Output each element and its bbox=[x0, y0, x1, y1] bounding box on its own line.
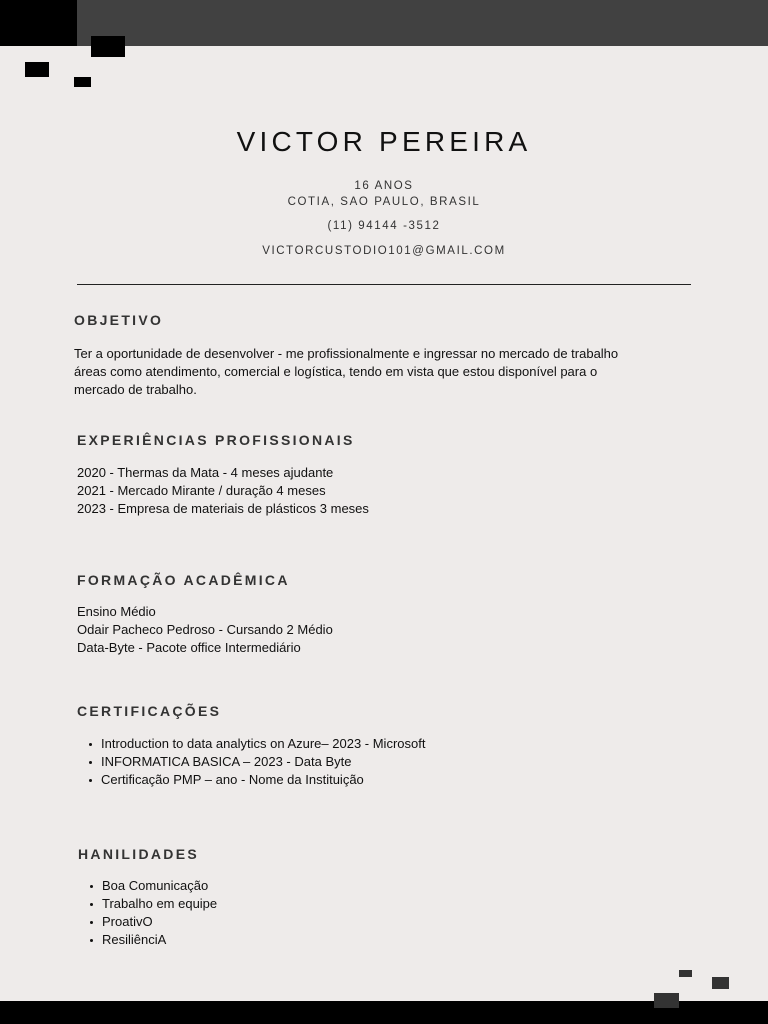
objective-line: áreas como atendimento, comercial e logística, tendo em vista que estou disponível para o bbox=[74, 364, 598, 379]
education-item: Odair Pacheco Pedroso - Cursando 2 Médio bbox=[77, 622, 333, 637]
experience-heading: EXPERIÊNCIAS PROFISSIONAIS bbox=[77, 432, 355, 448]
certifications-list bbox=[77, 735, 425, 789]
decorative-square bbox=[654, 993, 679, 1008]
education-item: Data-Byte - Pacote office Intermediário bbox=[77, 640, 301, 655]
certification-item: Certificação PMP – ano - Nome da Instituição bbox=[77, 771, 425, 789]
certification-item: INFORMATICA BASICA – 2023 - Data Byte bbox=[77, 753, 425, 771]
experience-item: 2020 - Thermas da Mata - 4 meses ajudante bbox=[77, 465, 334, 480]
objective-line: Ter a oportunidade de desenvolver - me profissionalmente e ingressar no mercado de trabalho bbox=[74, 346, 619, 361]
skill-item: Trabalho em equipe bbox=[78, 895, 217, 913]
skills-heading: HANILIDADES bbox=[78, 846, 199, 862]
skills-list bbox=[78, 877, 217, 949]
decorative-square bbox=[679, 970, 692, 977]
skill-item: ResiliênciA bbox=[78, 931, 217, 949]
objective-line: mercado de trabalho. bbox=[74, 382, 197, 397]
education-list bbox=[77, 603, 333, 657]
objective-heading: OBJETIVO bbox=[74, 312, 164, 328]
certifications-heading: CERTIFICAÇÕES bbox=[77, 703, 222, 719]
skill-item: ProativO bbox=[78, 913, 217, 931]
candidate-name: VICTOR PEREIRA bbox=[236, 126, 532, 157]
decorative-square bbox=[91, 36, 125, 57]
top-corner-block bbox=[0, 0, 77, 46]
skill-item: Boa Comunicação bbox=[78, 877, 217, 895]
header-divider bbox=[77, 284, 691, 285]
decorative-square bbox=[74, 77, 91, 87]
bottom-bar-decoration bbox=[0, 1001, 768, 1024]
candidate-phone: (11) 94144 -3512 bbox=[327, 220, 441, 232]
certification-item: Introduction to data analytics on Azure– 2023 - Microsoft bbox=[77, 735, 425, 753]
objective-text bbox=[74, 345, 618, 399]
candidate-email: VICTORCUSTODIO101@GMAIL.COM bbox=[262, 245, 506, 257]
decorative-square bbox=[25, 62, 49, 77]
candidate-location: COTIA, SAO PAULO, BRASIL bbox=[287, 196, 481, 208]
education-heading: FORMAÇÃO ACADÊMICA bbox=[77, 572, 290, 588]
experience-list bbox=[77, 464, 369, 518]
decorative-square bbox=[712, 977, 729, 989]
education-item: Ensino Médio bbox=[77, 604, 156, 619]
candidate-age: 16 ANOS bbox=[354, 180, 414, 192]
experience-item: 2021 - Mercado Mirante / duração 4 meses bbox=[77, 483, 326, 498]
experience-item: 2023 - Empresa de materiais de plásticos 3 meses bbox=[77, 501, 369, 516]
